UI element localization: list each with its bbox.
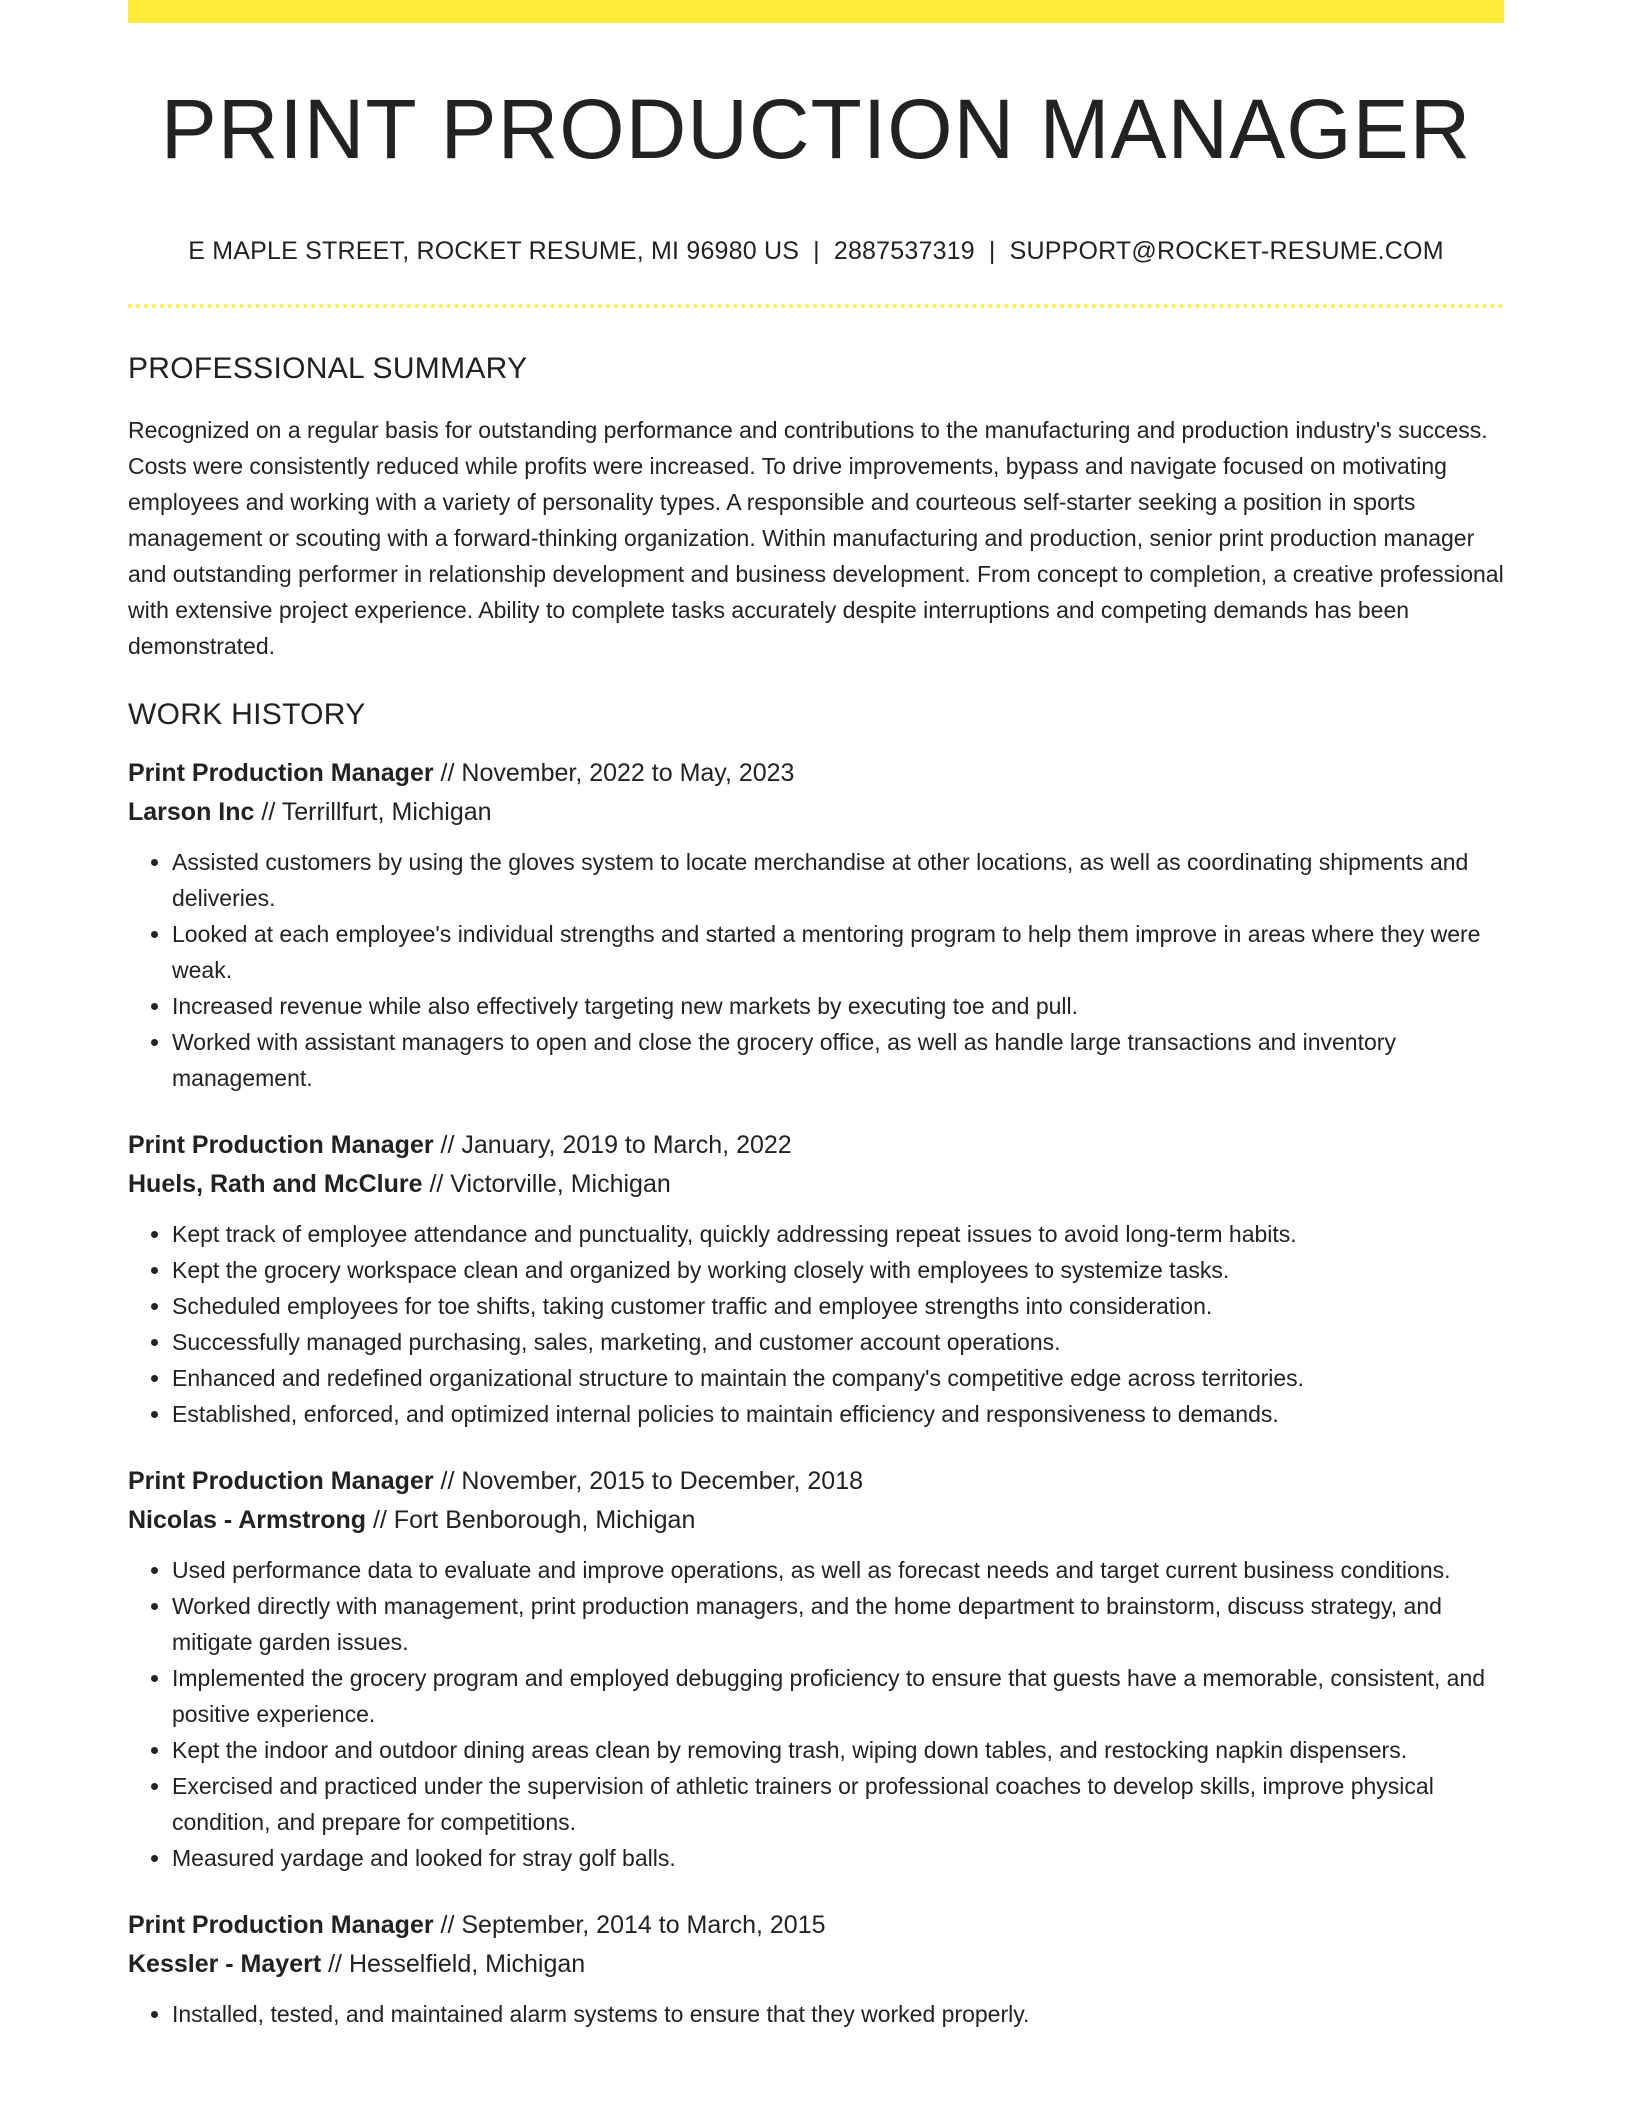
job-title: Print Production Manager: [128, 1911, 434, 1940]
job-bullet-item: • Kept track of employee attendance and punctuality, quickly addressing repeat issues to avoid long-term habits.: [172, 1216, 1504, 1252]
job-company-line: [128, 793, 1504, 832]
job-company-line: [128, 1945, 1504, 1984]
job-location: // Terrillfurt, Michigan: [261, 798, 492, 827]
job-dates: // January, 2019 to March, 2022: [440, 1131, 792, 1160]
contact-phone: 2887537319: [833, 237, 975, 266]
contact-address: E MAPLE STREET, ROCKET RESUME, MI 96980 US: [188, 237, 800, 266]
job-title-line: [128, 1126, 1504, 1165]
job-title: Print Production Manager: [128, 759, 434, 788]
job-bullet-item: • Measured yardage and looked for stray golf balls.: [172, 1840, 1504, 1876]
job-company: Kessler - Mayert: [128, 1950, 322, 1979]
job-bullet-item: • Looked at each employee's individual strengths and started a mentoring program to help them improve in areas where they were weak.: [172, 916, 1504, 988]
job-bullets: [128, 1552, 1504, 1876]
job-bullet-item: • Implemented the grocery program and employed debugging proficiency to ensure that guests have a memorable, consistent, and positive experience.: [172, 1660, 1504, 1732]
contact-line: [128, 237, 1504, 266]
job-title-line: [128, 754, 1504, 793]
job-location: // Fort Benborough, Michigan: [372, 1506, 696, 1535]
top-accent-bar: [128, 0, 1504, 23]
job-bullet-item: • Used performance data to evaluate and improve operations, as well as forecast needs and target current business conditions.: [172, 1552, 1504, 1588]
job-bullet-item: • Worked with assistant managers to open and close the grocery office, as well as handle large transactions and inventory management.: [172, 1024, 1504, 1096]
job-bullet-item: • Scheduled employees for toe shifts, taking customer traffic and employee strengths into consideration.: [172, 1288, 1504, 1324]
job-bullets: [128, 1216, 1504, 1432]
summary-text: Recognized on a regular basis for outstanding performance and contributions to the manufacturing and production industry's success. Costs were consistently reduced while profits were increased. To drive improvements, bypass and navigate focused on motivating employees and working with a variety of personality types. A responsible and courteous self-starter seeking a position in sports management or scouting with a forward-thinking organization. Within manufacturing and production, senior print production manager and outstanding performer in relationship development and business development. From concept to completion, a creative professional with extensive project experience. Ability to complete tasks accurately despite interruptions and competing demands has been demonstrated.: [128, 417, 1504, 660]
work-history-list: [128, 754, 1504, 2032]
job-dates: // September, 2014 to March, 2015: [440, 1911, 826, 1940]
header-divider: [128, 304, 1504, 308]
job-title: Print Production Manager: [128, 1467, 434, 1496]
job-title-line: [128, 1906, 1504, 1945]
job-location: // Hesselfield, Michigan: [328, 1950, 586, 1979]
contact-separator: |: [988, 237, 996, 266]
job-company: Larson Inc: [128, 798, 255, 827]
job-dates: // November, 2015 to December, 2018: [440, 1467, 864, 1496]
job-bullet-item: • Worked directly with management, print production managers, and the home department to brainstorm, discuss strategy, and mitigate garden issues.: [172, 1588, 1504, 1660]
summary-heading: PROFESSIONAL SUMMARY: [128, 352, 528, 386]
job-title-line: [128, 1462, 1504, 1501]
job-company-line: [128, 1165, 1504, 1204]
job-bullet-item: • Exercised and practiced under the supervision of athletic trainers or professional coaches to develop skills, improve physical condition, and prepare for competitions.: [172, 1768, 1504, 1840]
job-bullet-item: • Successfully managed purchasing, sales, marketing, and customer account operations.: [172, 1324, 1504, 1360]
job-entry: [128, 1462, 1504, 1876]
contact-email: SUPPORT@ROCKET-RESUME.COM: [1009, 237, 1444, 266]
contact-separator: |: [813, 237, 820, 266]
job-entry: [128, 754, 1504, 1096]
job-bullet-item: • Installed, tested, and maintained alarm systems to ensure that they worked properly.: [172, 1996, 1504, 2032]
job-bullet-item: • Enhanced and redefined organizational structure to maintain the company's competitive edge across territories.: [172, 1360, 1504, 1396]
job-location: // Victorville, Michigan: [429, 1170, 671, 1199]
job-bullets: [128, 1996, 1504, 2032]
job-company: Nicolas - Armstrong: [128, 1506, 367, 1535]
resume-page: [128, 0, 1504, 2032]
job-bullets: [128, 844, 1504, 1096]
job-bullet-item: • Assisted customers by using the gloves system to locate merchandise at other locations, as well as coordinating shipments and deliveries.: [172, 844, 1504, 916]
job-title: Print Production Manager: [128, 1131, 434, 1160]
work-history-heading: WORK HISTORY: [128, 698, 366, 732]
job-entry: [128, 1906, 1504, 2032]
job-company: Huels, Rath and McClure: [128, 1170, 423, 1199]
job-bullet-item: • Established, enforced, and optimized internal policies to maintain efficiency and responsiveness to demands.: [172, 1396, 1504, 1432]
job-bullet-item: • Increased revenue while also effectively targeting new markets by executing toe and pull.: [172, 988, 1504, 1024]
resume-name: PRINT PRODUCTION MANAGER: [160, 82, 1472, 176]
job-bullet-item: • Kept the grocery workspace clean and organized by working closely with employees to systemize tasks.: [172, 1252, 1504, 1288]
job-bullet-item: • Kept the indoor and outdoor dining areas clean by removing trash, wiping down tables, and restocking napkin dispensers.: [172, 1732, 1504, 1768]
job-entry: [128, 1126, 1504, 1432]
job-dates: // November, 2022 to May, 2023: [440, 759, 795, 788]
job-company-line: [128, 1501, 1504, 1540]
